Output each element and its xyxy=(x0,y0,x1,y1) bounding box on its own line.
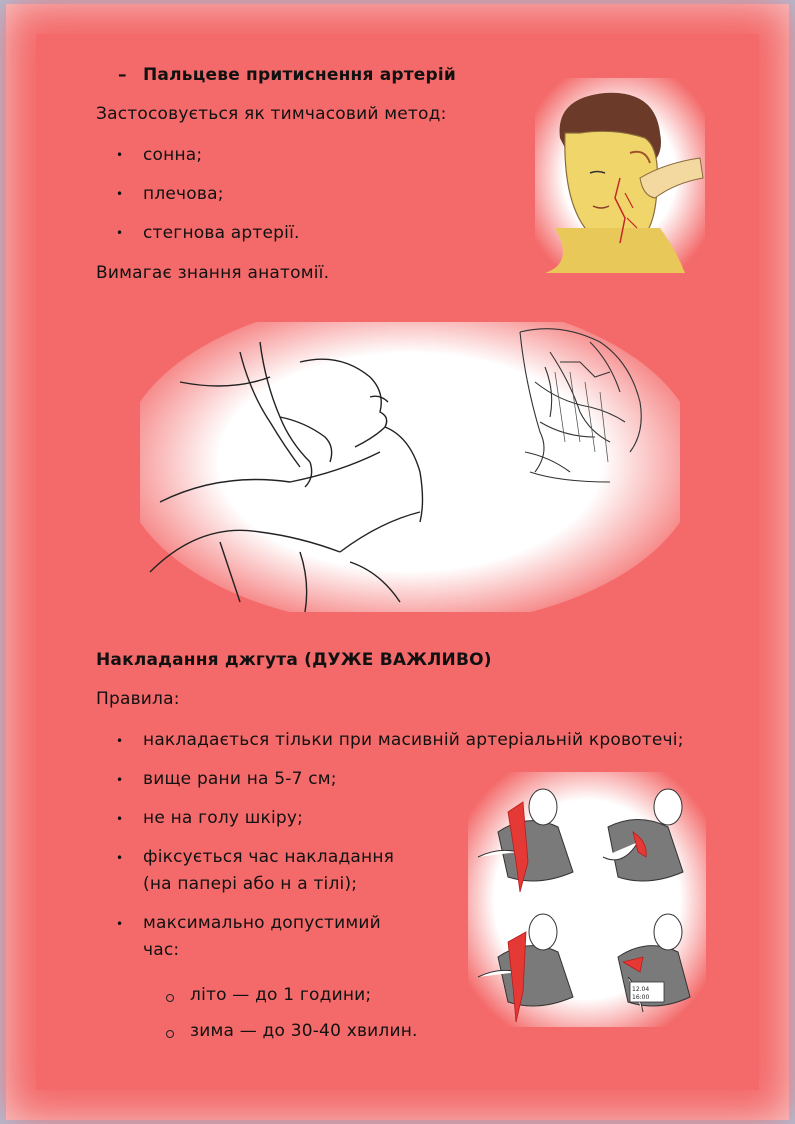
section2-heading: Накладання джгута (ДУЖЕ ВАЖЛИВО) xyxy=(96,650,492,670)
sub-item: літо — до 1 години; xyxy=(190,985,372,1005)
list-item: сонна; xyxy=(143,145,203,165)
bullet-icon: • xyxy=(116,773,124,787)
rule-item: максимально допустимий xyxy=(143,913,381,933)
bullet-icon: • xyxy=(116,812,124,826)
circle-bullet-icon xyxy=(166,994,174,1002)
circle-bullet-icon xyxy=(166,1030,174,1038)
bullet-icon: • xyxy=(116,226,124,240)
section1-note: Вимагає знання анатомії. xyxy=(96,263,330,283)
rule-item-continuation: час: xyxy=(143,940,180,960)
head-pressure-illustration xyxy=(535,78,705,273)
rule-item-continuation: (на папері або н а тілі); xyxy=(143,874,358,894)
bullet-icon: • xyxy=(116,187,124,201)
carotid-pressure-illustration xyxy=(140,322,680,612)
rule-item: фіксується час накладання xyxy=(143,847,395,867)
tourniquet-steps-illustration xyxy=(468,772,706,1027)
list-item: стегнова артерії. xyxy=(143,223,300,243)
section1-heading-dash: – xyxy=(118,65,127,85)
bullet-icon: • xyxy=(116,734,124,748)
bullet-icon: • xyxy=(116,148,124,162)
bullet-icon: • xyxy=(116,917,124,931)
bullet-icon: • xyxy=(116,851,124,865)
list-item: плечова; xyxy=(143,184,224,204)
time-tag-time: 16:00 xyxy=(632,994,650,1001)
sub-item: зима — до 30-40 хвилин. xyxy=(190,1021,418,1041)
section1-heading: Пальцеве притиснення артерій xyxy=(143,65,457,85)
section1-intro: Застосовується як тимчасовий метод: xyxy=(96,104,447,124)
rule-item: не на голу шкіру; xyxy=(143,808,304,828)
rule-item: вище рани на 5-7 см; xyxy=(143,769,337,789)
time-tag-date: 12.04 xyxy=(632,986,650,993)
rule-item: накладається тільки при масивній артеріальній кровотечі; xyxy=(143,730,684,750)
rules-label: Правила: xyxy=(96,689,180,709)
